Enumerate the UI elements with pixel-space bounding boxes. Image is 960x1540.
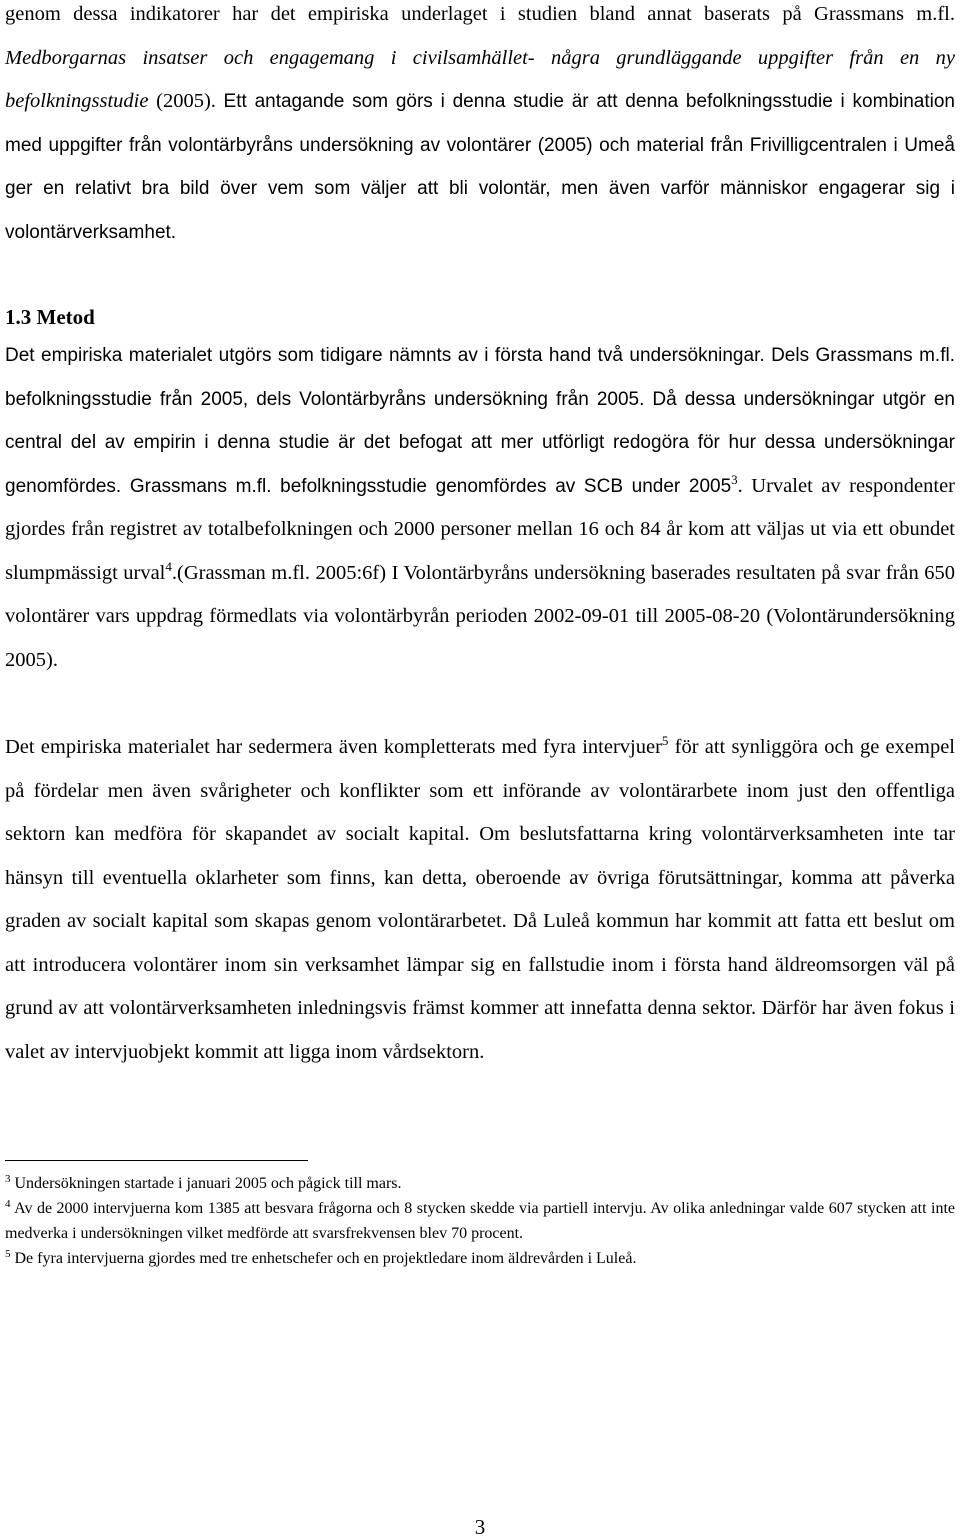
footnote-text: De fyra intervjuerna gjordes med tre enhetschefer och en projektledare inom äldrevården i Luleå. [14,1250,637,1267]
intro-text: genom dessa indikatorer har det empiriska underlaget i studien bland annat baserats på Grassmans m.fl. [5,3,955,25]
material-paragraph [5,726,955,1074]
section-heading: 1.3 Metod [5,305,95,329]
footnotes [5,1171,955,1271]
footnote-text: Undersökningen startade i januari 2005 och pågick till mars. [14,1175,402,1192]
footnote-number: 4 [5,1198,11,1210]
footnote-4 [5,1196,955,1246]
material-text-a: Det empiriska materialet har sedermera även kompletterats med fyra intervjuer [5,736,662,758]
material-text-b: för att synliggöra och ge exempel på fördelar men även svårigheter och konflikter som ett införande av volontärarbete inom just den offentliga sektorn kan medföra för skapandet av socialt kapital. Om beslutsfattarna kring volontärverksamheten inte tar hänsyn till eventuella oklarheter som finns, kan detta, oberoende av övriga förutsättningar, komma att påverka graden av socialt kapital som skapas genom volontärarbetet. Då Luleå kommun har kommit att fatta ett beslut om att introducera volontärer inom sin verksamhet lämpar sig en fallstudie inom i första hand äldreomsorgen väl på grund av att volontärverksamheten inledningsvis främst kommer att innefatta denna sektor. Därför har även fokus i valet av intervjuobjekt kommit att ligga inom vårdsektorn. [5,736,955,1063]
method-text-c: .(Grassman m.fl. 2005:6f) I Volontärbyråns undersökning baserades resultaten på svar från 650 volontärer vars uppdrag förmedlats via volontärbyrån perioden 2002-09-01 till 2005-08-20 (Volontärundersökning 2005). [5,561,955,671]
footnote-number: 3 [5,1173,11,1185]
footnote-3 [5,1171,955,1196]
method-text-b: . Urvalet av respondenter gjordes från registret av totalbefolkningen och 2000 personer mellan 16 och 84 år kom att väljas ut via ett obundet slumpmässigt urval [5,474,955,584]
page-number: 3 [474,1515,486,1539]
footnote-ref-4[interactable]: 4 [165,558,172,574]
footnote-ref-3[interactable]: 3 [731,471,738,487]
method-sans-text: Det empiriska materialet utgörs som tidigare nämnts av i första hand två undersökningar. Dels Grassmans m.fl. befolkningsstudie från 2005, dels Volontärbyråns undersökning från 2005. Då dessa undersökningar utgör en central del av empirin i denna studie är det befogat att mer utförligt redogöra för hur dessa undersökningar genomfördes. Grassmans m.fl. befolkningsstudie genomfördes av SCB under 2005 [5,345,955,497]
footnote-5 [5,1246,955,1271]
assumption-text: Ett antagande som görs i denna studie är att denna befolkningsstudie i kombination med uppgifter från volontärbyråns undersökning av volontärer (2005) och material från Frivilligcentralen i Umeå ger en relativt bra bild över vem som väljer att bli volontär, men även varför människor engagerar sig i volontärverksamhet. [5,91,956,243]
cited-year: (2005). [156,90,216,112]
footnote-number: 5 [5,1248,11,1260]
intro-paragraph [5,0,955,254]
document-page [5,0,955,1271]
footnote-ref-5[interactable]: 5 [661,733,669,748]
footnote-text: Av de 2000 intervjuerna kom 1385 att besvara frågorna och 8 stycken skedde via partiell intervju. Av olika anledningar valde 607 stycken att inte medverka i undersökningen vilket medförde att svarsfrekvensen blev 70 procent. [5,1200,955,1242]
method-paragraph [5,334,955,682]
cited-title: Medborgarnas insatser och engagemang i civilsamhället- några grundläggande uppgifter från en ny befolkningsstudie [5,46,955,112]
footnote-divider [5,1160,308,1161]
